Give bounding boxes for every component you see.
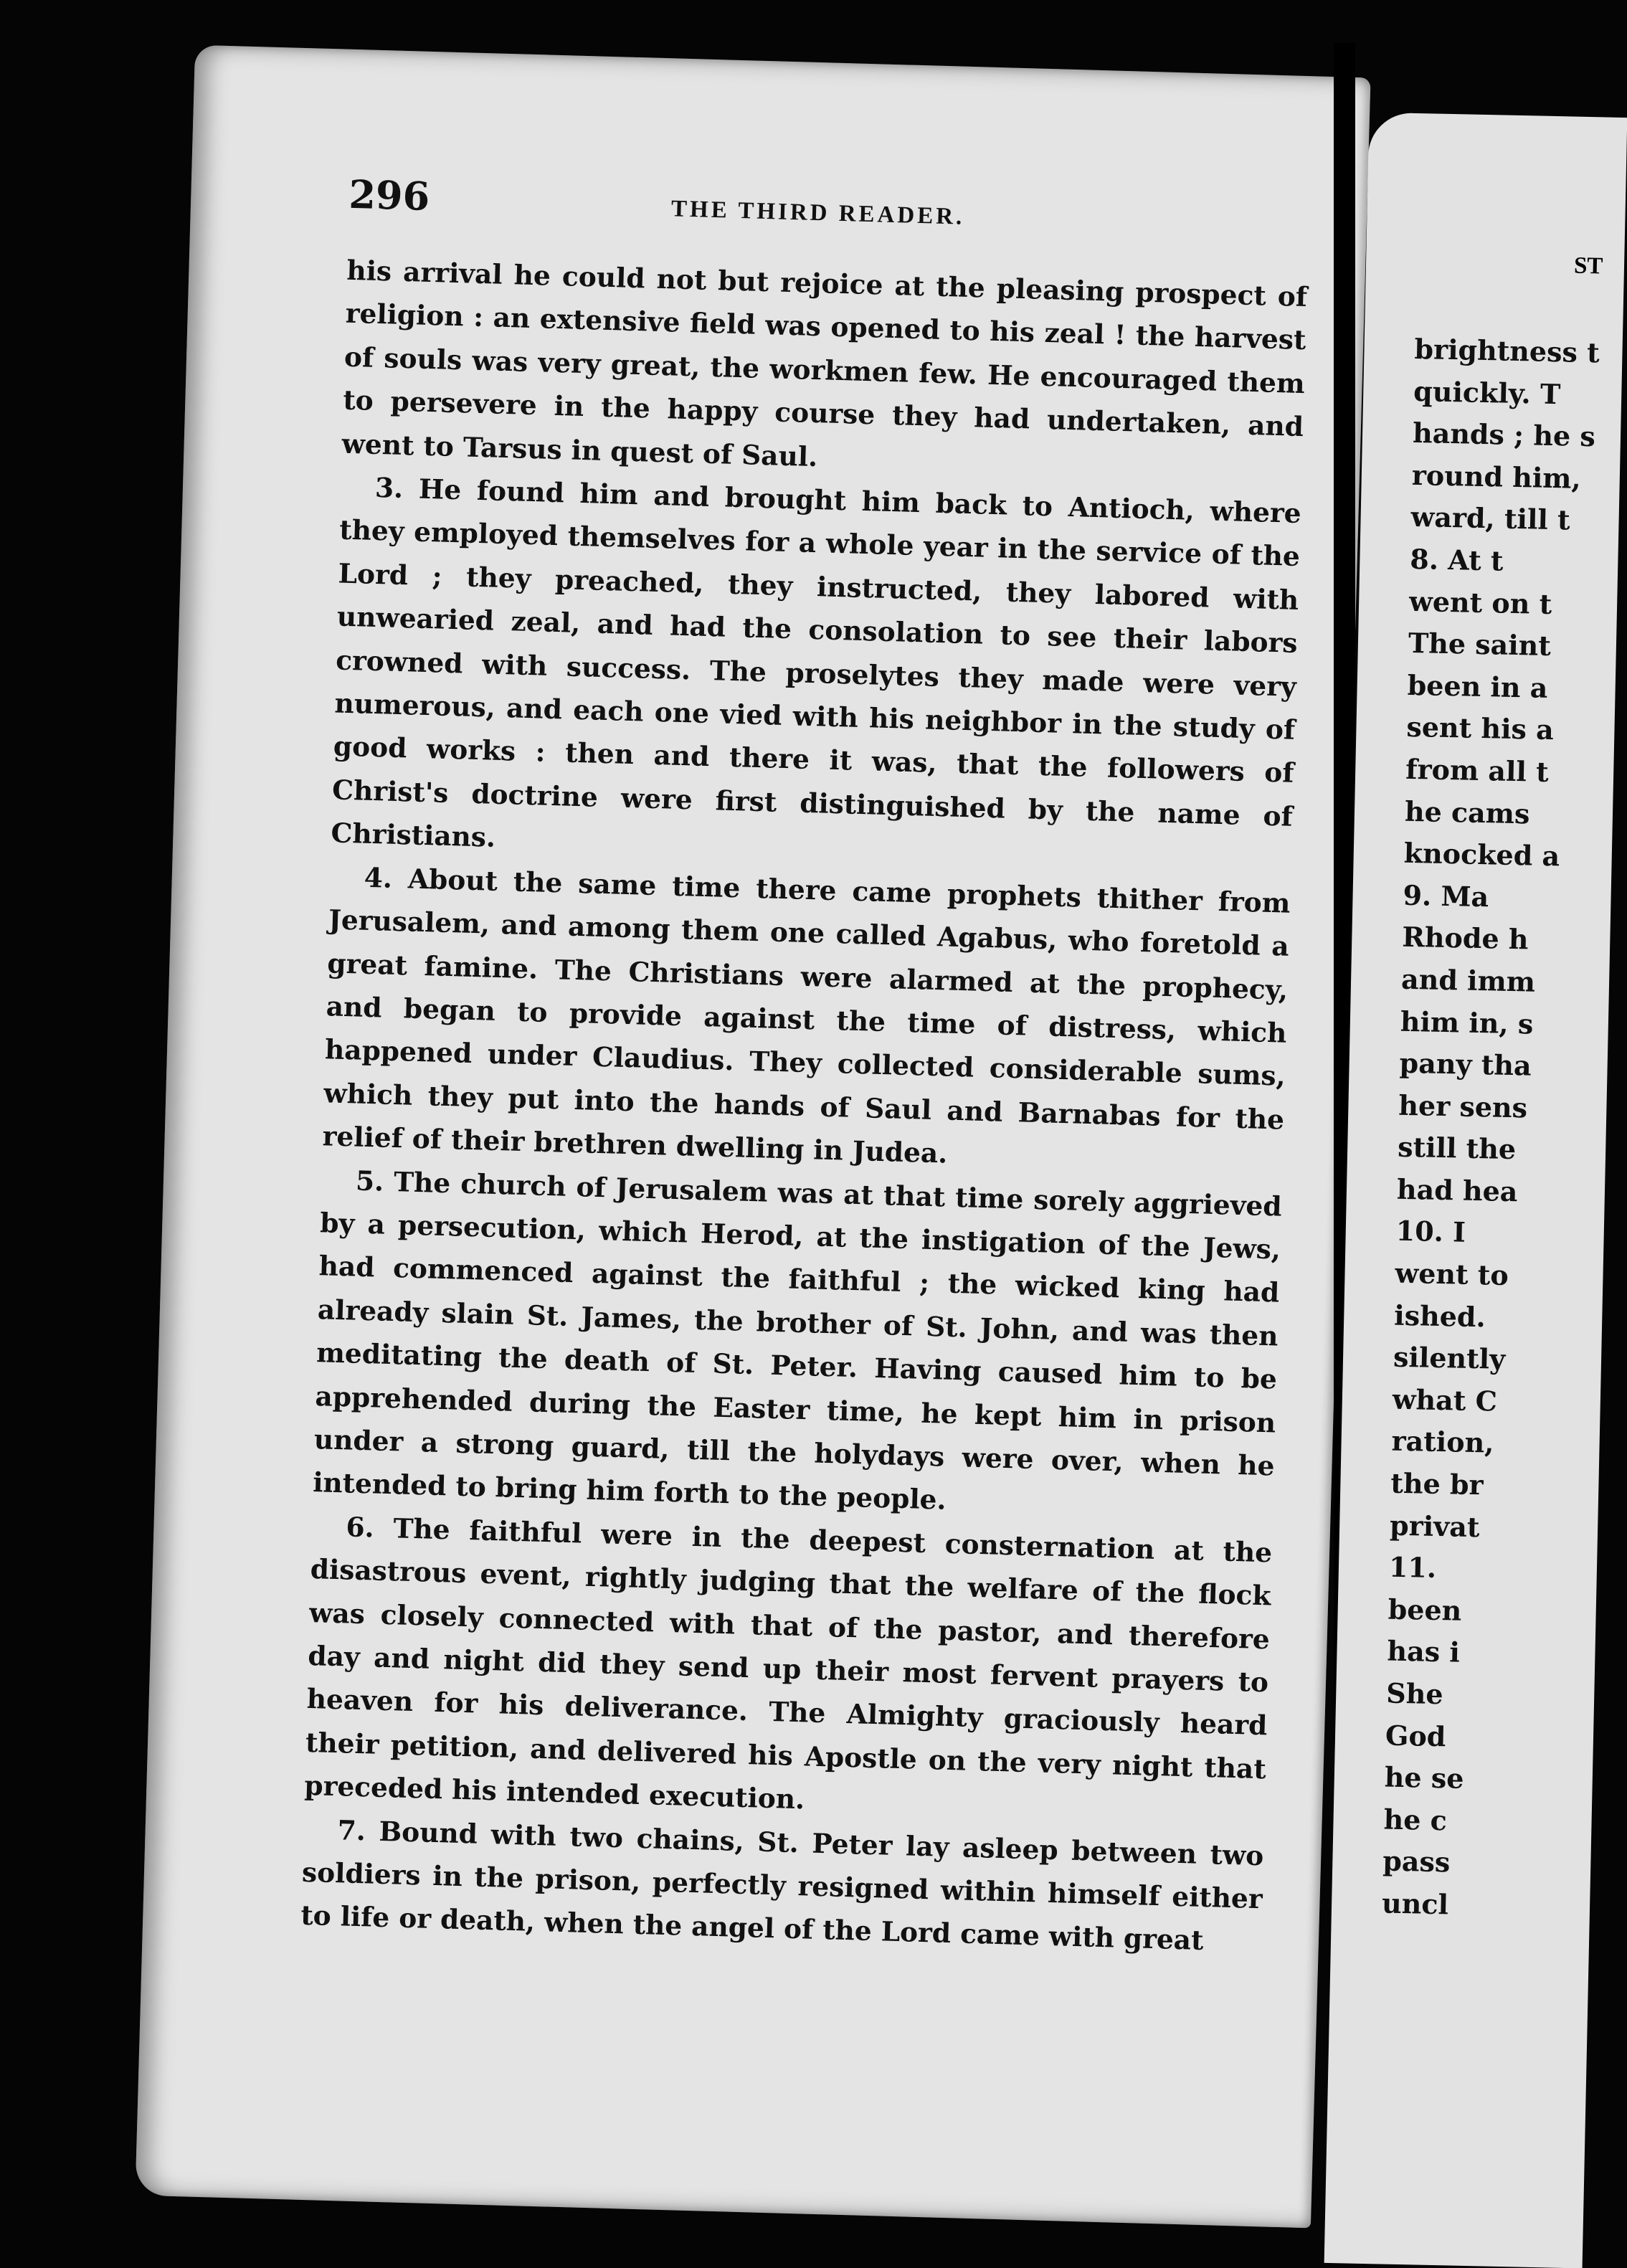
right-page-line: the br — [1390, 1466, 1484, 1501]
paragraph-6: 6. The faithful were in the deepest consternation at the disastrous event, rightly judging that the welfare of the flock was closely connected with that of the pastor, and therefore day and night did they send up their most fervent prayers to heaven for his deliverance. The Almighty graciously heard their petition, and delivered his Apostle on the very night that preceded his intended execution. — [303, 1511, 1273, 1816]
right-page-line: has i — [1387, 1634, 1461, 1669]
paragraph-5: 5. The church of Jerusalem was at that time sorely aggrieved by a persecution, which Herod, at the instigation of the Jews, had commenced against the faithful ; the wicked king had already slain St. James, the brother of St. John, and was then meditating the death of St. Peter. Having caused him to be apprehended during the Easter time, he kept him in prison under a strong guard, till the holydays were over, when he intended to bring him forth to the people. — [312, 1164, 1283, 1517]
right-page-line: him in, s — [1400, 1005, 1534, 1040]
right-page-line: Rhode h — [1401, 921, 1529, 956]
running-head — [348, 171, 1310, 262]
body-text — [300, 249, 1308, 1964]
right-page-line: 10. I — [1395, 1215, 1466, 1249]
right-page-line: ward, till t — [1410, 500, 1571, 536]
right-running-head-fragment: ST — [1573, 252, 1603, 280]
right-page-line: had hea — [1396, 1172, 1518, 1208]
right-page-line: still the — [1397, 1130, 1517, 1166]
right-page-line: God — [1385, 1719, 1446, 1752]
right-page-line: been in a — [1407, 668, 1548, 704]
left-page-content — [300, 171, 1310, 1964]
right-page-line: round him, — [1411, 458, 1582, 495]
paragraph-4: 4. About the same time there came prophets thither from Jerusalem, and among them one called Agabus, who foretold a great famine. The Christians were alarmed at the prophecy, and began to provide against the time of distress, which happened under Claudius. They collected considerable sums, which they put into the hands of Saul and Barnabas for the relief of their brethren dwelling in Judea. — [322, 861, 1291, 1169]
paragraph-3: 3. He found him and brought him back to Antioch, where they employed themselves for a whole year in the service of the Lord ; they preached, they instructed, they labored with unwearied zeal, and had the consolation to see their labors crowned with success. The proselytes they made were very numerous, and each one vied with his neighbor in the study of good works : then and there it was, that the followers of Christ's doctrine were first distinguished by the name of Christians. — [330, 471, 1302, 854]
right-page-lines — [1382, 328, 1600, 1928]
left-page — [135, 45, 1370, 2229]
right-page-line: he c — [1383, 1803, 1448, 1837]
right-page-line: he cams — [1404, 794, 1530, 830]
right-page-line: The saint — [1408, 627, 1552, 663]
right-page-line: went on t — [1408, 584, 1552, 620]
paragraph-7: 7. Bound with two chains, St. Peter lay asleep between two soldiers in the prison, perfectly resigned within himself either to life or death, when the angel of the Lord came with great — [300, 1813, 1264, 1957]
right-page-line: She — [1385, 1676, 1443, 1711]
right-page-line: 9. Ma — [1403, 878, 1489, 914]
right-page-line: been — [1388, 1593, 1462, 1627]
right-page-line: uncl — [1381, 1887, 1449, 1921]
right-page-fragment — [1324, 113, 1627, 2268]
right-page-line: went to — [1395, 1256, 1509, 1292]
right-page-line: and imm — [1400, 962, 1536, 998]
right-page-line: ration, — [1391, 1425, 1494, 1460]
right-page-line: quickly. T — [1413, 374, 1561, 410]
paragraph-continued: his arrival he could not but rejoice at the pleasing prospect of religion : an extensive field was opened to his zeal ! the harvest of souls was very great, the workmen few. He encouraged them to persevere in the happy course they had undertaken, and went to Tarsus in quest of Saul. — [341, 254, 1308, 473]
right-page-line: 8. At t — [1409, 542, 1504, 577]
right-page-line: her sens — [1398, 1088, 1528, 1124]
right-page-line: ished. — [1393, 1299, 1486, 1333]
right-page-line: privat — [1389, 1509, 1480, 1543]
right-page-line: pany tha — [1399, 1046, 1532, 1082]
running-head-title: THE THIRD READER. — [670, 196, 965, 230]
right-page-line: hands ; he s — [1412, 417, 1596, 453]
right-page-line: silently — [1393, 1340, 1506, 1376]
right-page-line: 11. — [1388, 1550, 1437, 1585]
right-page-line: from all t — [1405, 752, 1550, 788]
right-page-line: brightness t — [1414, 332, 1600, 369]
right-page-line: knocked a — [1403, 836, 1560, 873]
page-number: 296 — [348, 171, 431, 219]
right-page-line: what C — [1392, 1382, 1498, 1418]
right-page-line: sent his a — [1406, 711, 1555, 746]
right-page-line: pass — [1382, 1844, 1451, 1879]
right-page-line: he se — [1384, 1760, 1464, 1795]
